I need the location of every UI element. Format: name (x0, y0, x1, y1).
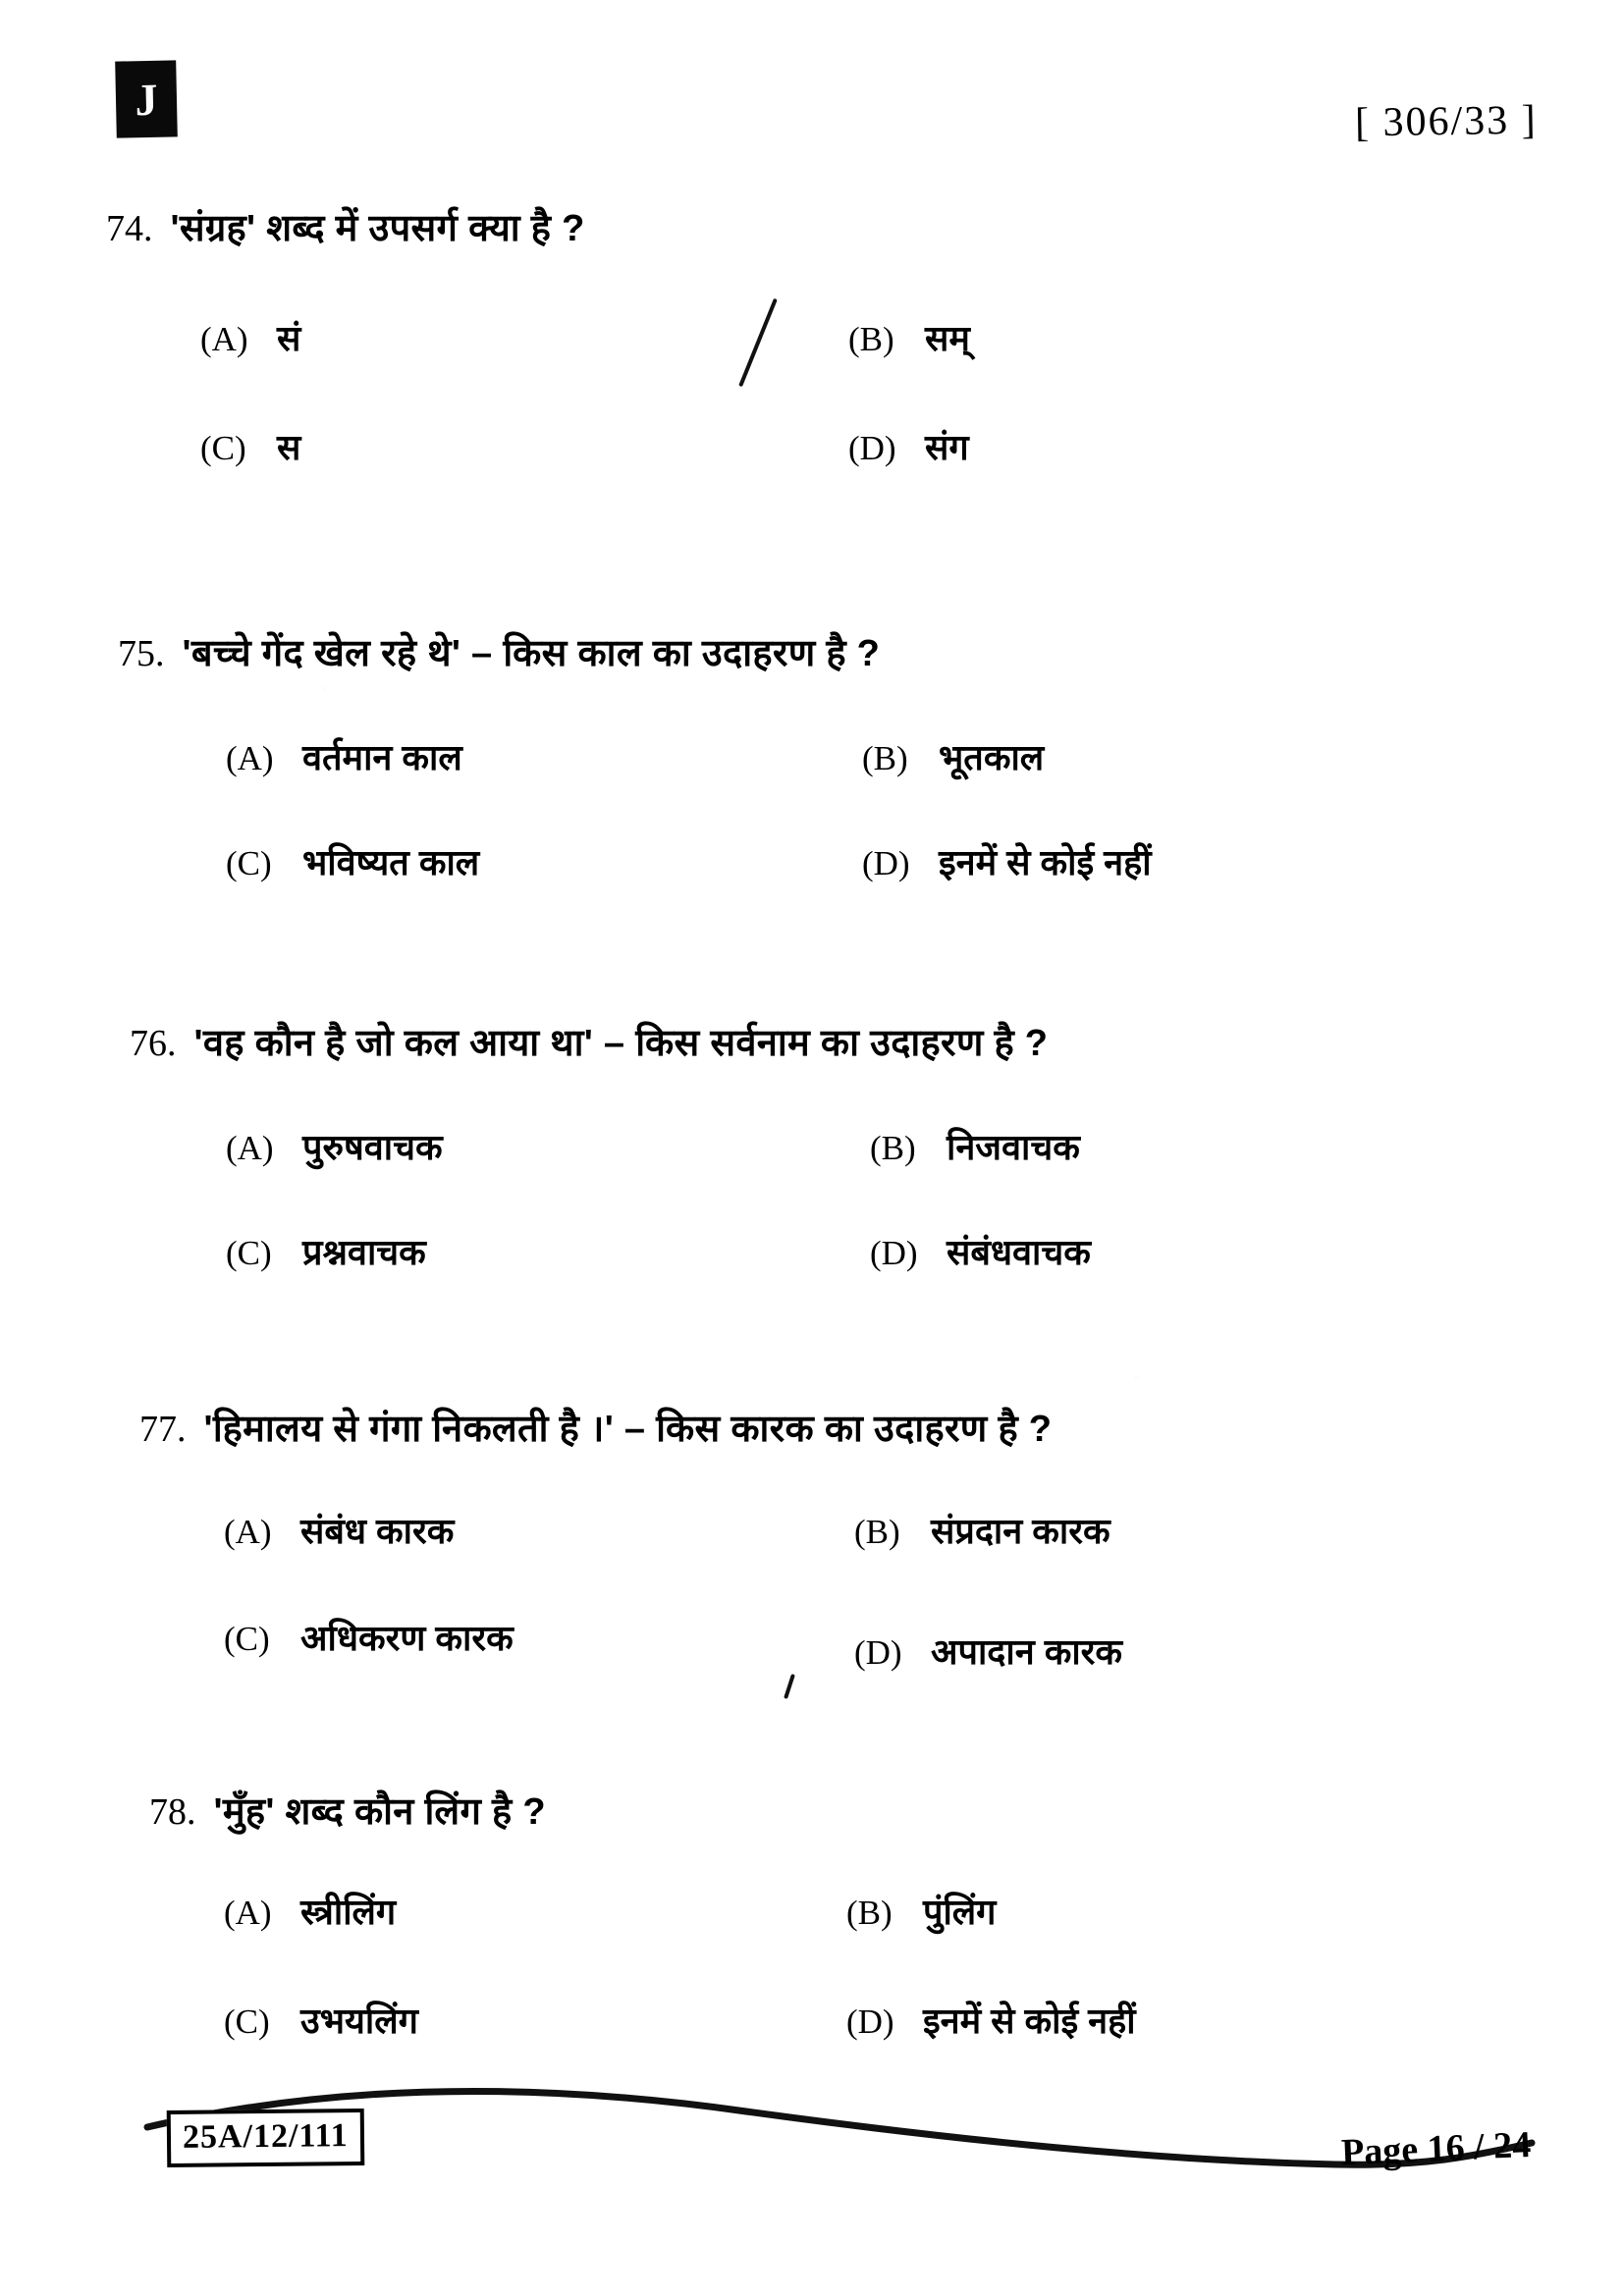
option-label: (B) (854, 1513, 900, 1551)
option-b[interactable] (870, 1122, 1080, 1170)
option-label: (A) (224, 1894, 272, 1932)
question-number: 76. (130, 1023, 177, 1064)
question-text: 'मुँह' शब्द कौन लिंग है ? (213, 1791, 546, 1833)
option-d[interactable] (848, 422, 969, 470)
option-label: (C) (224, 2002, 270, 2041)
option-text: भविष्यत काल (302, 842, 480, 882)
option-a[interactable] (224, 1506, 813, 1554)
option-text: पुरुषवाचक (302, 1127, 443, 1167)
option-text: प्रश्नवाचक (302, 1232, 426, 1272)
option-text: पुंलिंग (923, 1892, 997, 1932)
option-row (139, 1613, 1624, 1675)
option-b[interactable] (846, 1887, 996, 1935)
option-text: अपादान कारक (931, 1631, 1123, 1672)
booklet-letter-badge: J (115, 60, 178, 137)
question-number: 75. (118, 633, 165, 674)
option-c[interactable] (226, 837, 815, 885)
option-d[interactable] (846, 1996, 1136, 2044)
option-a[interactable] (224, 1887, 813, 1935)
option-text: संबंधवाचक (947, 1232, 1091, 1272)
options-group (106, 313, 1624, 470)
question-block (130, 1016, 1624, 1275)
option-c[interactable] (224, 1996, 813, 2044)
option-c[interactable] (224, 1613, 813, 1675)
question-text: 'संग्रह' शब्द में उपसर्ग क्या है ? (170, 208, 585, 249)
question-number: 74. (106, 208, 153, 249)
option-d[interactable] (862, 837, 1152, 885)
option-row (130, 1122, 1624, 1170)
option-row (130, 1227, 1624, 1275)
option-label: (A) (226, 1129, 274, 1167)
question-line (118, 626, 1624, 677)
option-d[interactable] (854, 1613, 1122, 1675)
question-text: 'बच्चे गेंद खेल रहे थे' – किस काल का उदाहरण है ? (182, 633, 881, 674)
option-row (139, 1506, 1624, 1554)
option-text: निजवाचक (947, 1127, 1080, 1167)
options-group (130, 1122, 1624, 1275)
question-block (149, 1785, 1624, 2044)
option-text: अधिकरण कारक (300, 1618, 514, 1658)
option-row (106, 422, 1624, 470)
option-label: (A) (226, 739, 274, 777)
question-number: 77. (139, 1409, 187, 1450)
option-d[interactable] (870, 1227, 1091, 1275)
option-a[interactable] (200, 313, 789, 361)
option-label: (C) (224, 1620, 270, 1658)
option-label: (D) (870, 1234, 918, 1272)
question-text: 'वह कौन है जो कल आया था' – किस सर्वनाम का उदाहरण है ? (193, 1023, 1049, 1064)
footer-code: 25A/12/111 (167, 2109, 364, 2167)
option-row (149, 1996, 1624, 2044)
option-label: (D) (846, 2002, 894, 2041)
options-group (139, 1506, 1624, 1675)
options-group (118, 732, 1624, 885)
question-line (139, 1402, 1624, 1453)
paper-code: [ 306/33 ] (1354, 97, 1539, 146)
question-block (106, 201, 1624, 470)
option-a[interactable] (226, 1122, 815, 1170)
option-label: (A) (200, 320, 248, 358)
option-label: (C) (200, 429, 246, 467)
option-row (106, 313, 1624, 361)
footer-page-number: Page 16 / 24 (1340, 2123, 1532, 2174)
question-line (130, 1016, 1624, 1067)
option-row (149, 1887, 1624, 1935)
option-b[interactable] (848, 313, 970, 361)
option-label: (A) (224, 1513, 272, 1551)
option-b[interactable] (862, 732, 1044, 780)
options-group (149, 1887, 1624, 2044)
question-line (149, 1785, 1624, 1836)
option-text: संग (925, 427, 969, 467)
option-text: स (277, 427, 301, 467)
option-label: (C) (226, 1234, 272, 1272)
question-text: 'हिमालय से गंगा निकलती है ।' – किस कारक का उदाहरण है ? (203, 1409, 1053, 1450)
option-label: (B) (870, 1129, 916, 1167)
question-number: 78. (149, 1791, 196, 1833)
question-block (139, 1402, 1624, 1675)
option-text: संबंध कारक (300, 1511, 455, 1551)
option-text: सं (277, 318, 301, 358)
question-block (118, 626, 1624, 885)
option-c[interactable] (226, 1227, 815, 1275)
option-row (118, 837, 1624, 885)
option-label: (B) (846, 1894, 893, 1932)
option-label: (D) (862, 844, 910, 882)
option-b[interactable] (854, 1506, 1110, 1554)
option-label: (C) (226, 844, 272, 882)
option-text: स्त्रीलिंग (300, 1892, 397, 1932)
option-text: वर्तमान काल (302, 737, 462, 777)
option-a[interactable] (226, 732, 815, 780)
option-row (118, 732, 1624, 780)
pen-tick-mark (784, 1674, 795, 1699)
option-label: (D) (848, 429, 896, 467)
option-label: (D) (854, 1633, 902, 1672)
option-text: इनमें से कोई नहीं (923, 2001, 1136, 2041)
option-text: सम् (925, 318, 970, 358)
option-text: भूतकाल (939, 737, 1045, 777)
option-label: (B) (862, 739, 908, 777)
option-label: (B) (848, 320, 894, 358)
option-text: इनमें से कोई नहीं (939, 842, 1152, 882)
option-c[interactable] (200, 422, 789, 470)
question-line (106, 201, 1624, 252)
option-text: उभयलिंग (300, 2001, 418, 2041)
option-text: संप्रदान कारक (931, 1511, 1110, 1551)
